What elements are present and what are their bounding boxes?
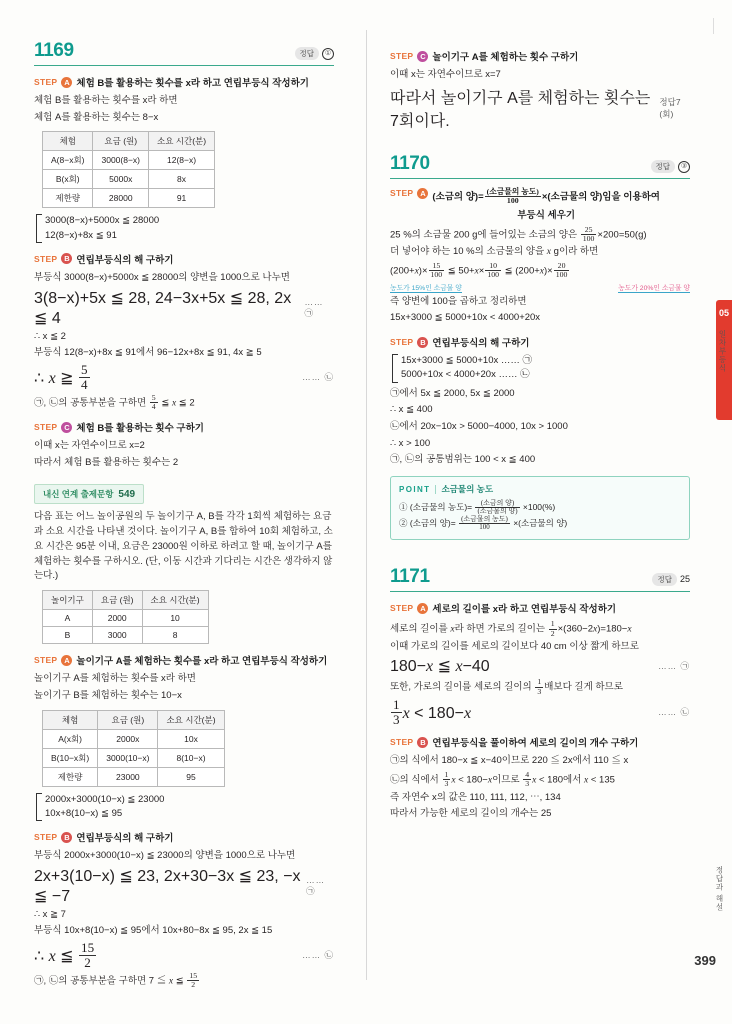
answer-badge xyxy=(652,573,690,586)
text-line: ∴ x ≦ 400 xyxy=(390,404,433,416)
step-label: STEP xyxy=(34,77,58,87)
point-tag: POINT xyxy=(399,484,431,494)
top-tick-mark xyxy=(713,18,714,34)
brace-lines xyxy=(45,214,159,243)
text-line: 180−x ≦ x−40 xyxy=(390,658,490,676)
table-cell: 3000 xyxy=(92,627,142,644)
table-cell: 3000(8−x) xyxy=(93,151,149,170)
text-line: 체험 B를 활용하는 횟수를 x라 하면 xyxy=(34,95,178,106)
text-line: 이때 x는 자연수이므로 x=2 xyxy=(34,440,145,452)
problem-heading-1169 xyxy=(34,40,334,66)
text-line: 부등식 3000(8−x)+5000x ≦ 28000의 양변을 1000으로 나누면 xyxy=(34,271,290,283)
text-line: ㉠, ㉡의 공통부분을 구하면 7 ≦ x ≦ $\frac{15}{2}$ xyxy=(34,970,198,989)
brace-line: 3000(8−x)+5000x ≦ 28000 xyxy=(45,215,160,227)
answer-badge xyxy=(651,160,691,173)
step-bullet-a: A xyxy=(417,188,428,199)
table-cell: 5000x xyxy=(93,170,149,189)
point-title: 소금물의 농도 xyxy=(441,484,494,495)
step-bullet-b: B xyxy=(417,737,428,748)
text-line: 또한, 가로의 길이를 세로의 길이의 $\frac{1}{3}$ 배보다 길게 하므로 xyxy=(390,677,623,696)
text-line-with-tail xyxy=(34,941,334,970)
step-row-naesin-b xyxy=(34,830,334,844)
table-1169-a xyxy=(42,131,215,208)
problem-number: 1169 xyxy=(34,40,74,61)
brace-group-1170-b xyxy=(392,354,690,383)
step-bullet-b: B xyxy=(61,832,72,843)
naesin-number: 549 xyxy=(118,488,136,500)
step-title: 연립부등식을 풀이하여 세로의 길이의 개수 구하기 xyxy=(432,738,639,750)
fraction: $\frac{\text{(소금물의 농도)}}{100}$ xyxy=(461,514,508,532)
step-label: STEP xyxy=(390,737,414,748)
table-cell: 제한량 xyxy=(43,767,98,786)
table-cell: 28000 xyxy=(93,189,149,208)
table-header-cell: 체험 xyxy=(43,132,93,151)
text-line: 체험 A를 활용하는 횟수는 8−x xyxy=(34,111,159,123)
problem-heading-1171 xyxy=(390,566,690,592)
reference-tail: …… ㉠ xyxy=(658,661,690,672)
answer-value: 7 (회) xyxy=(659,96,681,119)
table-cell: 제한량 xyxy=(43,189,93,208)
table-header-cell: 요금 (원) xyxy=(92,591,142,610)
table-cell: 8x xyxy=(149,170,215,189)
step-bullet-a: A xyxy=(61,77,72,88)
table-header-cell: 요금 (원) xyxy=(98,710,158,729)
table-cell: 3000(10−x) xyxy=(98,748,158,767)
fraction: $\frac{1}{2}$ xyxy=(550,619,555,638)
brace-lines xyxy=(45,793,164,822)
text-line: 2x+3(10−x) ≦ 23, 2x+30−3x ≦ 23, −x ≦ −7 xyxy=(34,867,301,905)
step-bullet-c: C xyxy=(61,422,72,433)
text-line: ㉠에서 5x ≦ 2000, 5x ≦ 2000 xyxy=(390,387,515,399)
fraction: $\frac{4}{3}$ xyxy=(525,770,530,789)
text-line: 부등식 2000x+3000(10−x) ≦ 23000의 양변을 1000으로 나누면 xyxy=(34,850,296,862)
text-line: 놀이기구 B를 체험하는 횟수는 10−x xyxy=(34,689,182,701)
text-line-with-tail xyxy=(390,656,690,676)
fraction: $\frac{1}{3}$ xyxy=(537,677,542,696)
table-header-cell: 요금 (원) xyxy=(93,132,149,151)
table-cell: A xyxy=(43,610,93,627)
table-row xyxy=(43,170,215,189)
brace-bar xyxy=(36,214,42,243)
table-cell: 95 xyxy=(158,767,224,786)
page-number: 399 xyxy=(694,953,716,968)
reference-tail: …… ㉡ xyxy=(302,950,334,961)
table-cell: B(10−x회) xyxy=(43,748,98,767)
answer-badge xyxy=(295,47,335,60)
text-line: 15x+3000 ≦ 5000+10x < 4000+20x xyxy=(390,312,541,324)
answer-tag: 정답 xyxy=(652,573,677,586)
table-header-row xyxy=(43,132,215,151)
step-title: 연립부등식의 해 구하기 xyxy=(76,254,174,266)
table-cell: 2000 xyxy=(92,610,142,627)
table-row xyxy=(43,189,215,208)
step-row-1171-b xyxy=(390,735,690,749)
table-naesin xyxy=(42,590,209,644)
answer-badge xyxy=(659,96,690,120)
text-line: 더 넣어야 하는 10 %의 소금물의 양을 x g이라 하면 xyxy=(390,246,599,258)
table-cell: 91 xyxy=(149,189,215,208)
text-line: 따라서 체험 B를 활용하는 횟수는 2 xyxy=(34,456,179,468)
table-row xyxy=(43,767,225,786)
step-bullet-c: C xyxy=(417,51,428,62)
text-line: ㉠, ㉡의 공통부분을 구하면 $\frac{5}{4}$ ≦ x ≦ 2 xyxy=(34,392,195,411)
table-header-cell: 놀이기구 xyxy=(43,591,93,610)
table-row xyxy=(43,627,209,644)
table-cell: 12(8−x) xyxy=(149,151,215,170)
brace-line: 2000x+3000(10−x) ≦ 23000 xyxy=(45,793,165,805)
step-row-1170-b xyxy=(390,335,690,349)
fraction: $\frac{15}{100}$ xyxy=(430,261,443,280)
brace-line: 15x+3000 ≦ 5000+10x …… ㉠ xyxy=(401,355,533,366)
problem-heading-1170 xyxy=(390,153,690,179)
fraction: $\frac{10}{100}$ xyxy=(487,261,499,280)
text-line: 부등식 10x+8(10−x) ≦ 95에서 10x+80−8x ≦ 95, 2x ≦ 15 xyxy=(34,925,273,937)
table-header-row xyxy=(43,591,209,610)
step-row-1171-a xyxy=(390,601,690,615)
naesin-tag: 내신 연계 출제문항 xyxy=(43,489,114,500)
table-naesin-a xyxy=(42,710,225,787)
text-line: 25 %의 소금물 200 g에 들어있는 소금의 양은 $\frac{25}{100}$ ×200=50(g) xyxy=(390,225,647,244)
step-label: STEP xyxy=(34,832,58,843)
text-line: 놀이기구 A를 체험하는 횟수를 x라 하면 xyxy=(34,673,196,685)
formula-line: (200+x)× $\frac{15}{100}$ ≦ 50+x× $\frac{10}{100}$ ≦ (200+x)× $\frac{20}{100}$ xyxy=(390,261,568,280)
fraction: $\frac{\text{(소금물의 농도)}}{100}$ xyxy=(486,186,539,205)
text-line-with-tail xyxy=(390,698,690,727)
table-cell: 10 xyxy=(142,610,208,627)
text-line: ∴ x > 100 xyxy=(390,437,431,449)
fraction: $\frac{1}{3}$ xyxy=(393,696,400,727)
reference-tail: …… ㉠ xyxy=(304,296,324,318)
step-row-1169-b xyxy=(34,252,334,266)
annotation-right: 농도가 20%인 소금물 양 xyxy=(618,282,690,293)
brace-group-naesin-a xyxy=(36,793,334,822)
text-line: 3(8−x)+5x ≦ 28, 24−3x+5x ≦ 28, 2x ≦ 4 xyxy=(34,289,292,327)
text-line-with-answer xyxy=(390,85,690,131)
brace-line: 5000+10x < 4000+20x …… ㉡ xyxy=(401,369,530,381)
table-cell: 10x xyxy=(158,729,224,748)
table-header-cell: 소요 시간(분) xyxy=(142,591,208,610)
brace-line: 10x+8(10−x) ≦ 95 xyxy=(45,807,123,819)
answer-tag: 정답 xyxy=(659,96,676,107)
step-title: 연립부등식의 해 구하기 xyxy=(76,833,174,845)
text-line: ∴ x ≦ 2 xyxy=(34,330,66,342)
table-header-cell: 소요 시간(분) xyxy=(149,132,215,151)
naesin-header xyxy=(34,484,144,504)
text-line: ㉠의 식에서 180−x ≦ x−40이므로 220 ≦ 2x에서 110 ≦ x xyxy=(390,755,629,767)
table-header-cell: 소요 시간(분) xyxy=(158,710,224,729)
step-title: 체험 B를 활용하는 횟수를 x라 하고 연립부등식 작성하기 xyxy=(76,78,309,89)
text-line: 이때 가로의 길이를 세로의 길이보다 40 cm 이상 짧게 하므로 xyxy=(390,640,639,652)
step-row-naesin-a xyxy=(34,653,334,667)
step-title: 세로의 길이를 x라 하고 연립부등식 작성하기 xyxy=(432,604,617,616)
table-header-row xyxy=(43,710,225,729)
point-header xyxy=(399,483,681,495)
fraction: $\frac{\text{(소금의 양)}}{\text{(소금물의 양)}}$ xyxy=(477,499,518,516)
point-box xyxy=(390,476,690,540)
answer-tag: 정답 xyxy=(295,47,320,60)
answer-value: 25 xyxy=(679,574,690,585)
fraction: $\frac{1}{3}$ xyxy=(444,770,449,789)
step-title: 연립부등식의 해 구하기 xyxy=(432,338,530,349)
text-line: ∴ x ≧ 7 xyxy=(34,908,66,920)
step-label: STEP xyxy=(390,187,414,198)
table-cell: B xyxy=(43,627,93,644)
text-line: ∴ x ≧ $\frac{5}{4}$ xyxy=(34,362,88,392)
fraction: $\frac{15}{2}$ xyxy=(189,970,198,989)
naesin-text: 다음 표는 어느 놀이공원의 두 놀이기구 A, B를 각각 1회씩 체험하는 요금과 소요 시간을 나타낸 것이다. 놀이기구 A, B를 합하여 10회 체험하고, 소요 시간은 95분 이내, 요금은 23000원 이하로 하려고 할 때, 놀이기구 A를 체험하는 횟수를 구하시오. (단, 이동 시간과 기다리는 시간은 생각하지 않는다.) xyxy=(34,511,333,582)
text-line: 따라서 가능한 세로의 길이의 개수는 25 xyxy=(390,808,552,820)
left-column xyxy=(34,40,334,995)
table-cell: A(x회) xyxy=(43,729,98,748)
brace-line: 12(8−x)+8x ≦ 91 xyxy=(45,229,117,241)
table-cell: B(x회) xyxy=(43,170,93,189)
step-label: STEP xyxy=(34,422,58,433)
chapter-tab-number: 05 xyxy=(719,308,730,318)
brace-bar xyxy=(392,354,398,383)
text-line-with-tail xyxy=(34,866,334,906)
table-cell: 8 xyxy=(142,627,208,644)
step-row-1169-a xyxy=(34,75,334,89)
text-line: ∴ x ≦ $\frac{15}{2}$ xyxy=(34,940,95,970)
text-line: ㉠, ㉡의 공통범위는 100 < x ≦ 400 xyxy=(390,454,536,466)
footer-label: 정답과 해설 xyxy=(715,866,724,912)
fraction: $\frac{5}{4}$ xyxy=(151,392,156,411)
text-line-with-tail xyxy=(34,288,334,328)
text-line: 부등식 12(8−x)+8x ≦ 91에서 96−12x+8x ≦ 91, 4x ≧ 5 xyxy=(34,347,262,359)
table-cell: 8(10−x) xyxy=(158,748,224,767)
reference-tail: …… ㉡ xyxy=(302,372,334,383)
point-line: ① (소금물의 농도)= $\frac{\text{(소금의 양)}}{\text{(소금물의 양)}}$ ×100(%) xyxy=(399,499,556,516)
step-label: STEP xyxy=(390,337,414,347)
table-cell: 2000x xyxy=(98,729,158,748)
step-bullet-b: B xyxy=(417,337,428,348)
step-row-1169-c xyxy=(34,420,334,434)
column-divider xyxy=(366,30,367,980)
text-line: 즉 자연수 x의 값은 110, 111, 112, ⋯, 134 xyxy=(390,791,561,803)
answer-value: ③ xyxy=(678,161,690,173)
step-title: 놀이기구 A를 체험하는 횟수를 x라 하고 연립부등식 작성하기 xyxy=(76,656,328,668)
answer-value: ① xyxy=(322,48,334,60)
text-line: 즉 양변에 100을 곱하고 정리하면 xyxy=(390,295,527,307)
brace-group-1169-a xyxy=(36,214,334,243)
step-label: STEP xyxy=(34,655,58,666)
step-row-1170-a xyxy=(390,188,690,221)
fraction: $\frac{20}{100}$ xyxy=(555,261,568,280)
brace-lines xyxy=(401,354,681,383)
point-divider xyxy=(435,485,436,494)
table-row xyxy=(43,151,215,170)
chapter-tab-label: 일차부등식 xyxy=(718,330,727,373)
problem-number: 1171 xyxy=(390,566,430,588)
reference-tail: …… ㉡ xyxy=(658,707,690,718)
text-line: ㉡의 식에서 $\frac{1}{3}$ x < 180−x이므로 $\frac{4}{3}$ x < 180에서 x < 135 xyxy=(390,770,615,789)
naesin-section xyxy=(34,484,334,989)
reference-tail: …… ㉠ xyxy=(306,874,326,896)
step-bullet-a: A xyxy=(417,603,428,614)
table-row xyxy=(43,748,225,767)
table-row xyxy=(43,610,209,627)
text-line: ㉡에서 20x−10x > 5000−4000, 10x > 1000 xyxy=(390,420,568,432)
step-bullet-b: B xyxy=(61,253,72,264)
fraction: $\frac{5}{4}$ xyxy=(81,362,88,392)
problem-number: 1170 xyxy=(390,152,430,174)
fraction: $\frac{15}{2}$ xyxy=(81,940,95,970)
step-title: 놀이기구 A를 체험하는 횟수 구하기 xyxy=(432,52,579,63)
step-row-cont-c xyxy=(390,49,690,63)
formula-annotations xyxy=(390,282,690,293)
text-line: 따라서 놀이기구 A를 체험하는 횟수는 7회이다. xyxy=(390,89,651,130)
table-row xyxy=(43,729,225,748)
answer-tag: 정답 xyxy=(651,160,676,173)
point-line: ② (소금의 양)= $\frac{\text{(소금물의 농도)}}{100}$ ×(소금물의 양) xyxy=(399,514,568,532)
table-header-cell: 체험 xyxy=(43,710,98,729)
table-cell: 23000 xyxy=(98,767,158,786)
text-line: 세로의 길이를 x라 하면 가로의 길이는 $\frac{1}{2}$ ×(360−2x)=180−x xyxy=(390,619,632,638)
text-line-with-tail xyxy=(34,363,334,392)
step-label: STEP xyxy=(34,253,58,264)
step-bullet-a: A xyxy=(61,655,72,666)
fraction: $\frac{25}{100}$ xyxy=(582,225,595,244)
text-line: 이때 x는 자연수이므로 x=7 xyxy=(390,69,501,80)
step-label: STEP xyxy=(390,603,414,614)
step-title: 체험 B를 활용하는 횟수 구하기 xyxy=(76,423,204,435)
brace-bar xyxy=(36,793,42,822)
step-label: STEP xyxy=(390,51,414,61)
table-cell: A(8−x회) xyxy=(43,151,93,170)
step-title: (소금의 양)= $\frac{\text{(소금물의 농도)}}{100}$ ×(소금물의 양)임을 이용하여 부등식 세우기 xyxy=(432,186,660,222)
text-line: $\frac{1}{3}$ x < 180−x xyxy=(393,696,472,727)
annotation-left: 농도가 15%인 소금물 양 xyxy=(390,282,462,293)
right-column xyxy=(390,40,690,824)
